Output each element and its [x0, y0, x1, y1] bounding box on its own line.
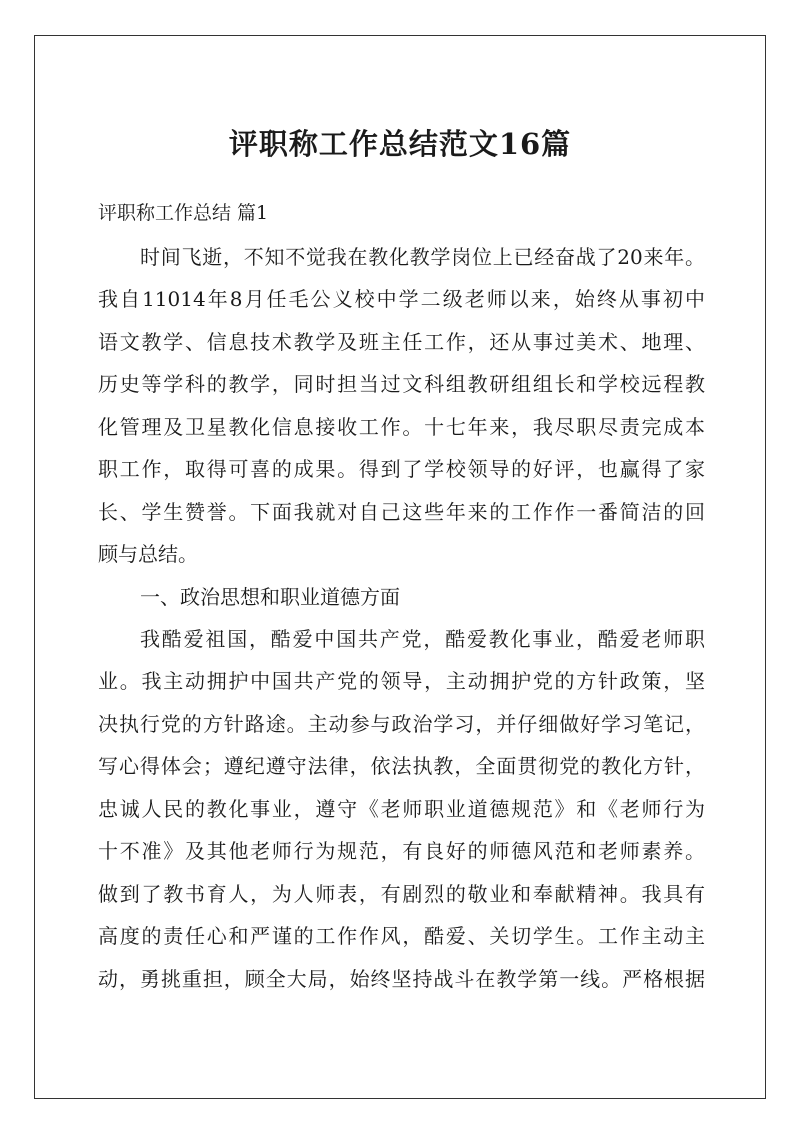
body-line: 动，勇挑重担，顾全大局，始终坚持战斗在教学第一线。严格根据 [98, 967, 705, 991]
body-line: 忠诚人民的教化事业，遵守《老师职业道德规范》和《老师行为 [98, 797, 705, 821]
body-line: 语文教学、信息技术教学及班主任工作，还从事过美术、地理、 [98, 330, 705, 354]
document-title: 评职称工作总结范文16篇 [228, 127, 572, 161]
body-line: 历史等学科的教学，同时担当过文科组教研组组长和学校远程教 [98, 372, 705, 396]
body-line: 决执行党的方针路途。主动参与政治学习，并仔细做好学习笔记， [98, 712, 705, 736]
body-line: 职工作，取得可喜的成果。得到了学校领导的好评，也赢得了家 [98, 457, 705, 481]
body-line: 化管理及卫星教化信息接收工作。十七年来，我尽职尽责完成本 [98, 415, 705, 439]
body-line: 我酷爱祖国，酷爱中国共产党，酷爱教化事业，酷爱老师职 [140, 627, 705, 651]
body-line: 顾与总结。 [98, 542, 198, 566]
section-heading: 一、政治思想和职业道德方面 [140, 585, 400, 609]
body-line: 写心得体会；遵纪遵守法律，依法执教，全面贯彻党的教化方针， [98, 754, 705, 778]
body-line: 业。我主动拥护中国共产党的领导，主动拥护党的方针政策，坚 [98, 669, 705, 693]
section-subtitle: 评职称工作总结 篇1 [98, 202, 269, 224]
body-line: 做到了教书育人，为人师表，有剧烈的敬业和奉献精神。我具有 [98, 882, 705, 906]
body-line: 时间飞逝，不知不觉我在教化教学岗位上已经奋战了20来年。 [140, 245, 705, 269]
body-line: 我自11014年8月任毛公义校中学二级老师以来，始终从事初中 [98, 287, 705, 311]
body-line: 十不准》及其他老师行为规范，有良好的师德风范和老师素养。 [98, 839, 705, 863]
body-line: 高度的责任心和严谨的工作作风，酷爱、关切学生。工作主动主 [98, 924, 705, 948]
body-line: 长、学生赞誉。下面我就对自己这些年来的工作作一番简洁的回 [98, 500, 705, 524]
